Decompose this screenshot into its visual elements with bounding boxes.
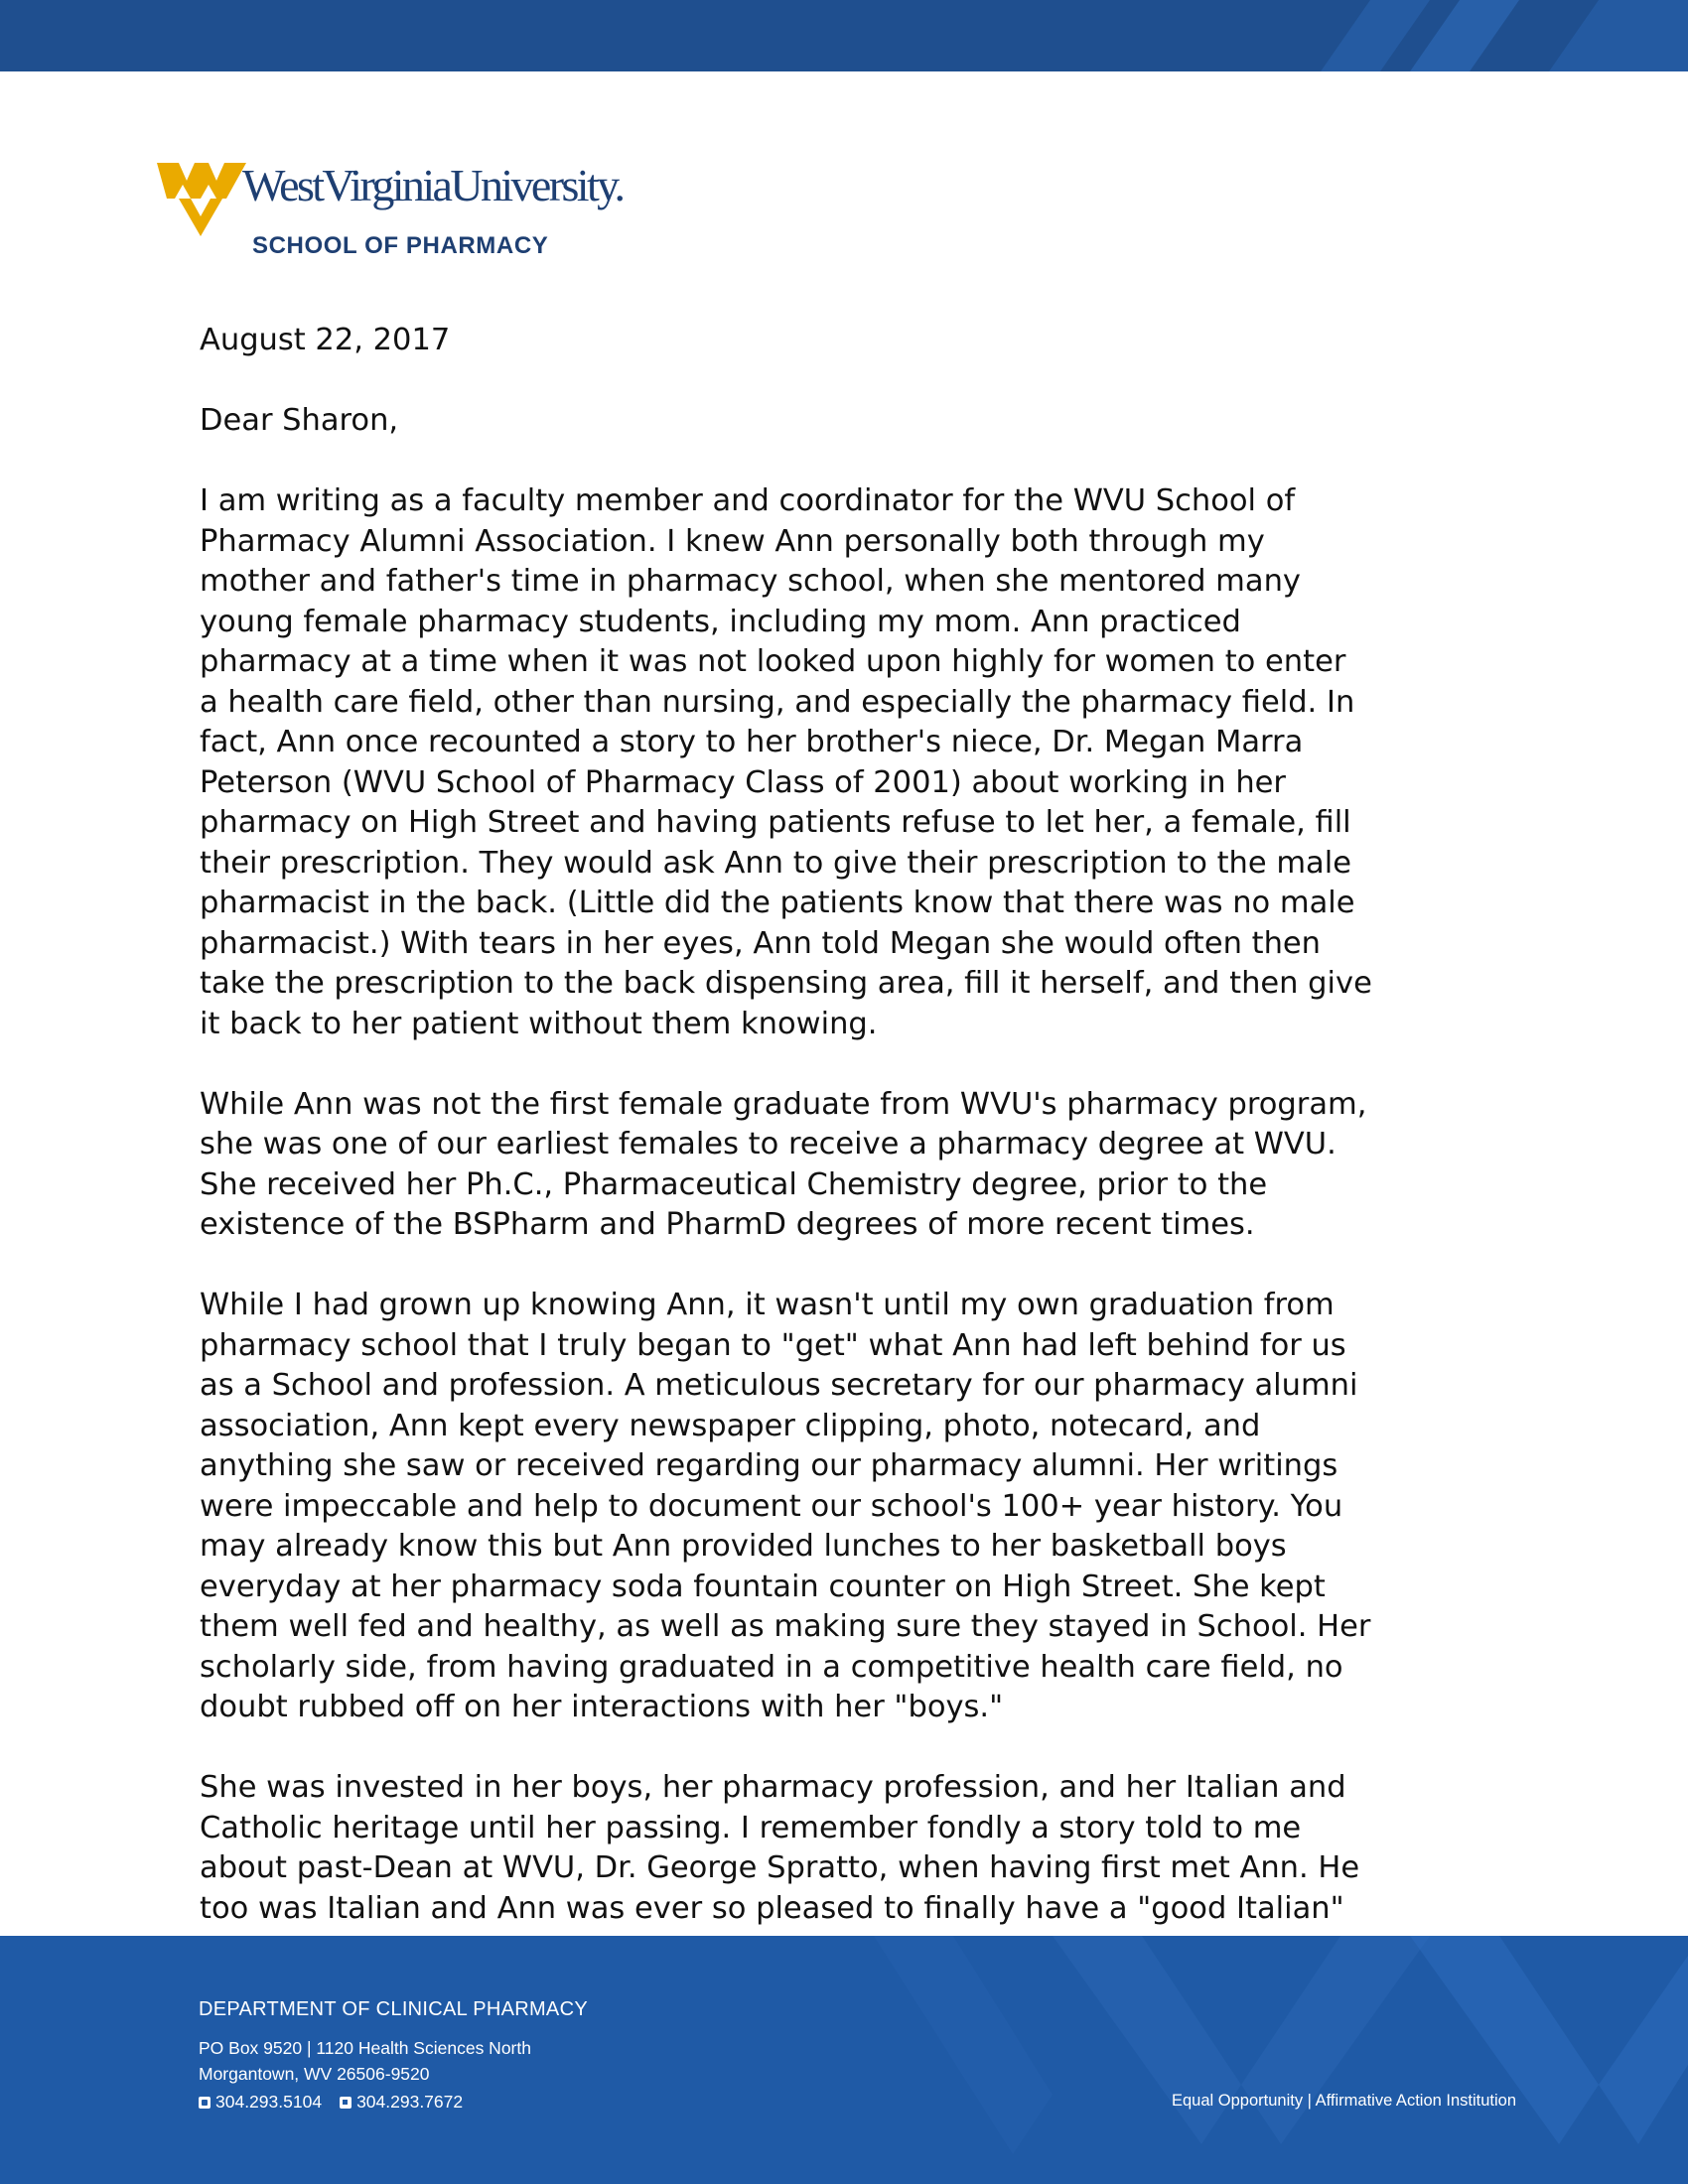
- wvu-logo: [157, 157, 693, 266]
- paragraph-line: While Ann was not the first female graduate from WVU's pharmacy program,: [200, 1086, 1367, 1122]
- address-line: PO Box 9520 | 1120 Health Sciences North: [199, 2038, 531, 2058]
- paragraph-line: She received her Ph.C., Pharmaceutical Chemistry degree, prior to the: [200, 1166, 1268, 1202]
- paragraph-line: anything she saw or received regarding our pharmacy alumni. Her writings: [200, 1448, 1338, 1483]
- paragraph-line: pharmacy at a time when it was not looked upon highly for women to enter: [200, 644, 1346, 679]
- letter-body: [200, 321, 1540, 1970]
- fax-icon: [340, 2097, 352, 2109]
- flying-wv-icon: [157, 159, 246, 238]
- letter-date: August 22, 2017: [200, 323, 451, 357]
- paragraph-line: she was one of our earliest females to receive a pharmacy degree at WVU.: [200, 1127, 1336, 1161]
- paragraph-line: association, Ann kept every newspaper clipping, photo, notecard, and: [200, 1408, 1261, 1443]
- paragraph-line: scholarly side, from having graduated in a competitive health care field, no: [200, 1649, 1343, 1685]
- paragraph-line: were impeccable and help to document our school's 100+ year history. You: [200, 1488, 1343, 1524]
- address-city: Morgantown, WV 26506-9520: [199, 2064, 430, 2084]
- paragraph-line: She was invested in her boys, her pharmacy profession, and her Italian and: [200, 1770, 1346, 1805]
- paragraph-line: a health care field, other than nursing, and especially the pharmacy field. In: [200, 684, 1355, 720]
- fax-number: 304.293.7672: [356, 2092, 464, 2112]
- paragraph-line: it back to her patient without them knowing.: [200, 1006, 878, 1041]
- footer-chevrons: [0, 1936, 1688, 2184]
- paragraph-line: too was Italian and Ann was ever so pleased to finally have a "good Italian": [200, 1890, 1344, 1926]
- contact-numbers: [199, 2092, 463, 2113]
- top-header-band: [0, 0, 1688, 71]
- paragraph-line: about past-Dean at WVU, Dr. George Spratto, when having first met Ann. He: [200, 1850, 1360, 1885]
- phone-number: 304.293.5104: [215, 2092, 323, 2112]
- paragraph-line: everyday at her pharmacy soda fountain counter on High Street. She kept: [200, 1569, 1326, 1604]
- letter-paragraph: [200, 1085, 1540, 1246]
- paragraph-line: take the prescription to the back dispensing area, fill it herself, and then give: [200, 966, 1372, 1001]
- department-name: DEPARTMENT OF CLINICAL PHARMACY: [199, 1998, 588, 2020]
- paragraph-line: their prescription. They would ask Ann to give their prescription to the male: [200, 845, 1351, 881]
- paragraph-line: pharmacy on High Street and having patients refuse to let her, a female, fill: [200, 805, 1351, 840]
- paragraph-line: young female pharmacy students, including my mom. Ann practiced: [200, 604, 1241, 639]
- paragraph-line: pharmacy school that I truly began to "get" what Ann had left behind for us: [200, 1327, 1346, 1363]
- paragraph-line: While I had grown up knowing Ann, it wasn't until my own graduation from: [200, 1288, 1335, 1322]
- paragraph-line: I am writing as a faculty member and coordinator for the WVU School of: [200, 483, 1296, 518]
- phone-icon: [199, 2097, 211, 2109]
- paragraph-line: doubt rubbed off on her interactions with her "boys.": [200, 1690, 1004, 1724]
- header-stripes: [0, 0, 1688, 71]
- paragraph-line: Catholic heritage until her passing. I remember fondly a story told to me: [200, 1810, 1302, 1845]
- letter-paragraph: [200, 481, 1540, 1044]
- letter-salutation: Dear Sharon,: [200, 403, 399, 438]
- paragraph-line: fact, Ann once recounted a story to her brother's niece, Dr. Megan Marra: [200, 725, 1304, 759]
- equal-opportunity-statement: Equal Opportunity | Affirmative Action Institution: [1172, 2092, 1516, 2110]
- university-wordmark: WestVirginiaUniversity.: [242, 160, 624, 210]
- paragraph-line: mother and father's time in pharmacy school, when she mentored many: [200, 564, 1301, 599]
- paragraph-line: pharmacist in the back. (Little did the patients know that there was no male: [200, 886, 1355, 920]
- letter-paragraph: [200, 1286, 1540, 1728]
- paragraph-line: pharmacist.) With tears in her eyes, Ann told Megan she would often then: [200, 925, 1322, 961]
- paragraph-line: as a School and profession. A meticulous secretary for our pharmacy alumni: [200, 1368, 1358, 1403]
- paragraph-line: them well fed and healthy, as well as making sure they stayed in School. Her: [200, 1609, 1371, 1644]
- paragraph-line: may already know this but Ann provided lunches to her basketball boys: [200, 1529, 1287, 1564]
- school-name: SCHOOL OF PHARMACY: [252, 232, 549, 259]
- letter-paragraph: [200, 1768, 1540, 1929]
- paragraph-line: Peterson (WVU School of Pharmacy Class of 2001) about working in her: [200, 764, 1286, 800]
- footer-band: [0, 1936, 1688, 2184]
- paragraph-line: existence of the BSPharm and PharmD degrees of more recent times.: [200, 1207, 1255, 1242]
- paragraph-line: Pharmacy Alumni Association. I knew Ann personally both through my: [200, 523, 1265, 559]
